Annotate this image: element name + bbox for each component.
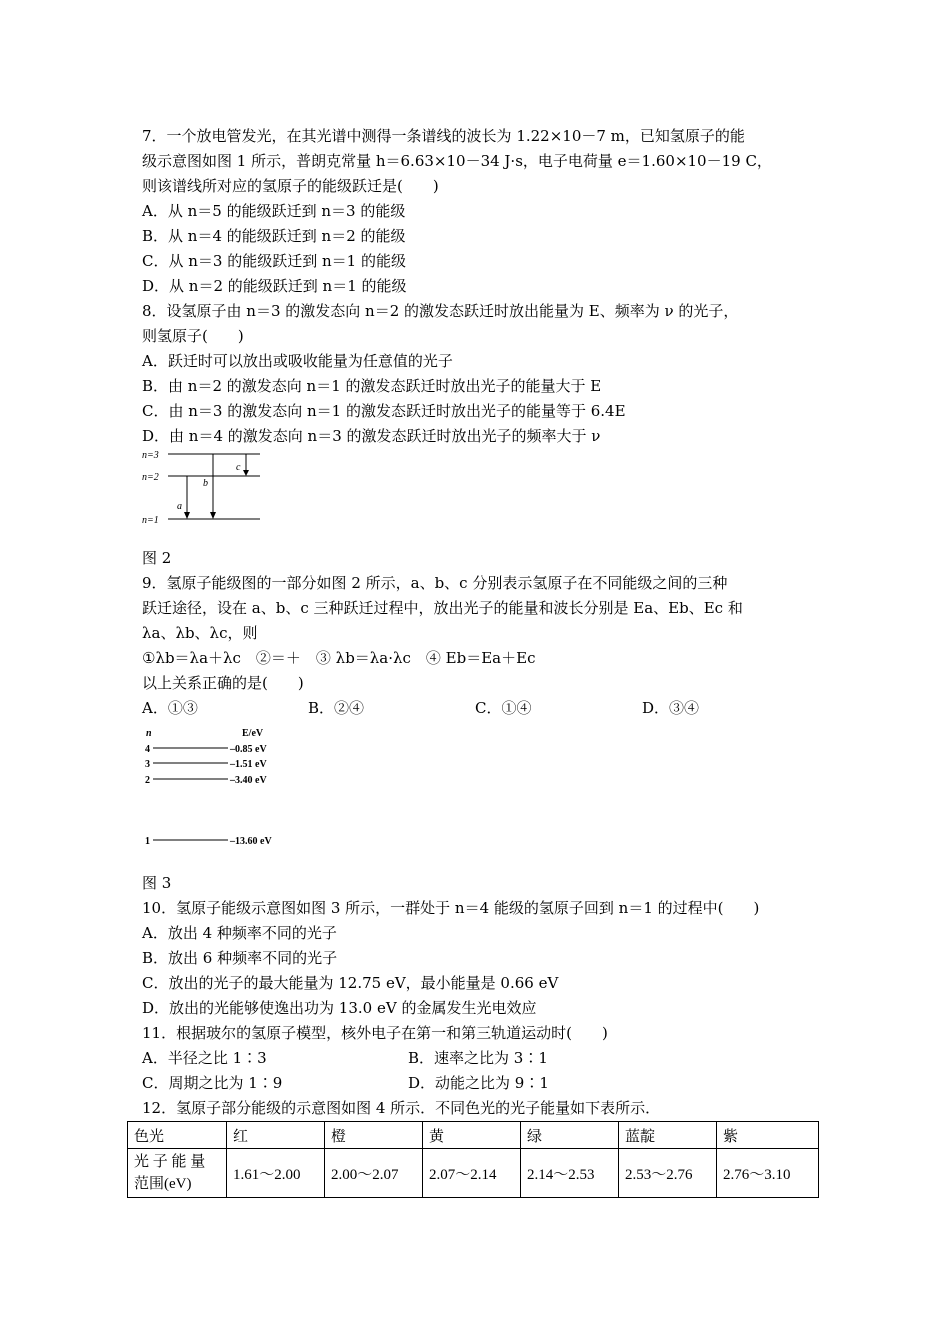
- figure-2-energy-levels: [140, 446, 270, 530]
- q8-option-b: B．由 n＝2 的激发态向 n＝1 的激发态跃迁时放出光子的能量大于 E: [142, 377, 602, 395]
- fig3-n-header: n: [146, 728, 152, 739]
- q9-relations: ①λb＝λa＋λc ②＝＋ ③ λb＝λa·λc ④ Eb＝Ea＋Ec: [142, 649, 536, 667]
- q10-option-c: C．放出的光子的最大能量为 12.75 eV，最小能量是 0.66 eV: [142, 974, 559, 992]
- fig2-level-label: n=3: [142, 450, 159, 461]
- q7-option-b: B．从 n＝4 的能级跃迁到 n＝2 的能级: [142, 227, 406, 245]
- table-cell: 2.76～3.10: [717, 1149, 819, 1198]
- q8-option-a: A．跃迁时可以放出或吸收能量为任意值的光子: [142, 352, 453, 370]
- table-cell: 2.00～2.07: [325, 1149, 423, 1198]
- q7-option-a: A．从 n＝5 的能级跃迁到 n＝3 的能级: [142, 202, 406, 220]
- table-cell: 2.07～2.14: [423, 1149, 521, 1198]
- q10-option-b: B．放出 6 种频率不同的光子: [142, 949, 338, 967]
- fig2-level-label: n=2: [142, 472, 159, 483]
- row-label-line2: 范围(eV): [134, 1176, 192, 1192]
- table-cell: 2.14～2.53: [521, 1149, 619, 1198]
- fig2-caption: 图 2: [142, 549, 172, 567]
- q7-stem-line1: 7．一个放电管发光，在其光谱中测得一条谱线的波长为 1.22×10－7 m，已知氢原子的能: [142, 127, 745, 145]
- table-cell: 蓝靛: [619, 1122, 717, 1149]
- row-label-line1: 光 子 能 量: [134, 1154, 206, 1170]
- q10-option-d: D．放出的光能够使逸出功为 13.0 eV 的金属发生光电效应: [142, 999, 537, 1017]
- q7-stem-line3: 则该谱线所对应的氢原子的能级跃迁是( ): [142, 177, 439, 195]
- q9-stem-line1: 9．氢原子能级图的一部分如图 2 所示，a、b、c 分别表示氢原子在不同能级之间的三种: [142, 574, 728, 592]
- fig3-level-energy: –13.60 eV: [230, 836, 272, 847]
- q12-stem: 12．氢原子部分能级的示意图如图 4 所示．不同色光的光子能量如下表所示．: [142, 1099, 661, 1117]
- fig3-level-n: 3: [145, 759, 150, 770]
- fig2-arrowhead-b: [210, 512, 216, 519]
- q11-option-b: B．速率之比为 3∶1: [408, 1049, 548, 1067]
- fig2-arrowhead-a: [184, 512, 190, 519]
- fig3-level-n: 4: [145, 744, 150, 755]
- q10-stem: 10．氢原子能级示意图如图 3 所示，一群处于 n＝4 能级的氢原子回到 n＝1 的过程中( ): [142, 899, 760, 917]
- table-row: [128, 1149, 819, 1198]
- fig2-arrow-label: b: [203, 478, 208, 489]
- q9-option-a: A．①③: [142, 699, 198, 717]
- photon-energy-table: [127, 1121, 819, 1198]
- q9-stem-line3: λa、λb、λc，则: [142, 624, 258, 642]
- table-cell: 橙: [325, 1122, 423, 1149]
- fig2-level-label: n=1: [142, 515, 159, 526]
- q9-option-c: C．①④: [475, 699, 532, 717]
- q11-option-a: A．半径之比 1∶3: [142, 1049, 267, 1067]
- q7-stem-line2: 级示意图如图 1 所示，普朗克常量 h＝6.63×10－34 J·s，电子电荷量 e＝1.60×10－19 C，: [142, 152, 772, 170]
- q9-option-b: B．②④: [308, 699, 365, 717]
- fig3-level-n: 2: [145, 775, 150, 786]
- q11-stem: 11．根据玻尔的氢原子模型，核外电子在第一和第三轨道运动时( ): [142, 1024, 608, 1042]
- q7-option-c: C．从 n＝3 的能级跃迁到 n＝1 的能级: [142, 252, 406, 270]
- q9-prompt: 以上关系正确的是( ): [142, 674, 304, 692]
- q9-option-d: D．③④: [642, 699, 700, 717]
- table-header-row: [128, 1122, 819, 1149]
- table-cell: 红: [227, 1122, 325, 1149]
- q8-option-c: C．由 n＝3 的激发态向 n＝1 的激发态跃迁时放出光子的能量等于 6.4E: [142, 402, 626, 420]
- q9-stem-line2: 跃迁途径，设在 a、b、c 三种跃迁过程中，放出光子的能量和波长分别是 Ea、Eb、Ec 和: [142, 599, 743, 617]
- q10-option-a: A．放出 4 种频率不同的光子: [142, 924, 337, 942]
- q8-stem-line2: 则氢原子( ): [142, 327, 244, 345]
- fig3-level-energy: –0.85 eV: [230, 744, 267, 755]
- q7-option-d: D．从 n＝2 的能级跃迁到 n＝1 的能级: [142, 277, 407, 295]
- fig2-arrow-label: a: [177, 501, 182, 512]
- table-cell: 2.53～2.76: [619, 1149, 717, 1198]
- table-cell: 紫: [717, 1122, 819, 1149]
- fig3-level-energy: –1.51 eV: [230, 759, 267, 770]
- q11-option-c: C．周期之比为 1∶9: [142, 1074, 283, 1092]
- fig3-e-header: E/eV: [242, 728, 264, 739]
- table-row-label: [128, 1149, 227, 1198]
- table-cell: 绿: [521, 1122, 619, 1149]
- fig2-arrow-label: c: [236, 462, 241, 473]
- table-cell: 黄: [423, 1122, 521, 1149]
- fig2-arrowhead-c: [243, 470, 249, 476]
- q11-option-d: D．动能之比为 9∶1: [408, 1074, 549, 1092]
- fig3-level-energy: –3.40 eV: [230, 775, 267, 786]
- table-cell: 色光: [128, 1122, 227, 1149]
- q8-stem-line1: 8．设氢原子由 n＝3 的激发态向 n＝2 的激发态跃迁时放出能量为 E、频率为 ν 的光子，: [142, 302, 739, 320]
- fig3-caption: 图 3: [142, 874, 172, 892]
- figure-3-energy-levels: [140, 722, 310, 852]
- q8-option-d: D．由 n＝4 的激发态向 n＝3 的激发态跃迁时放出光子的频率大于 ν: [142, 427, 601, 445]
- table-cell: 1.61～2.00: [227, 1149, 325, 1198]
- fig3-level-n: 1: [145, 836, 150, 847]
